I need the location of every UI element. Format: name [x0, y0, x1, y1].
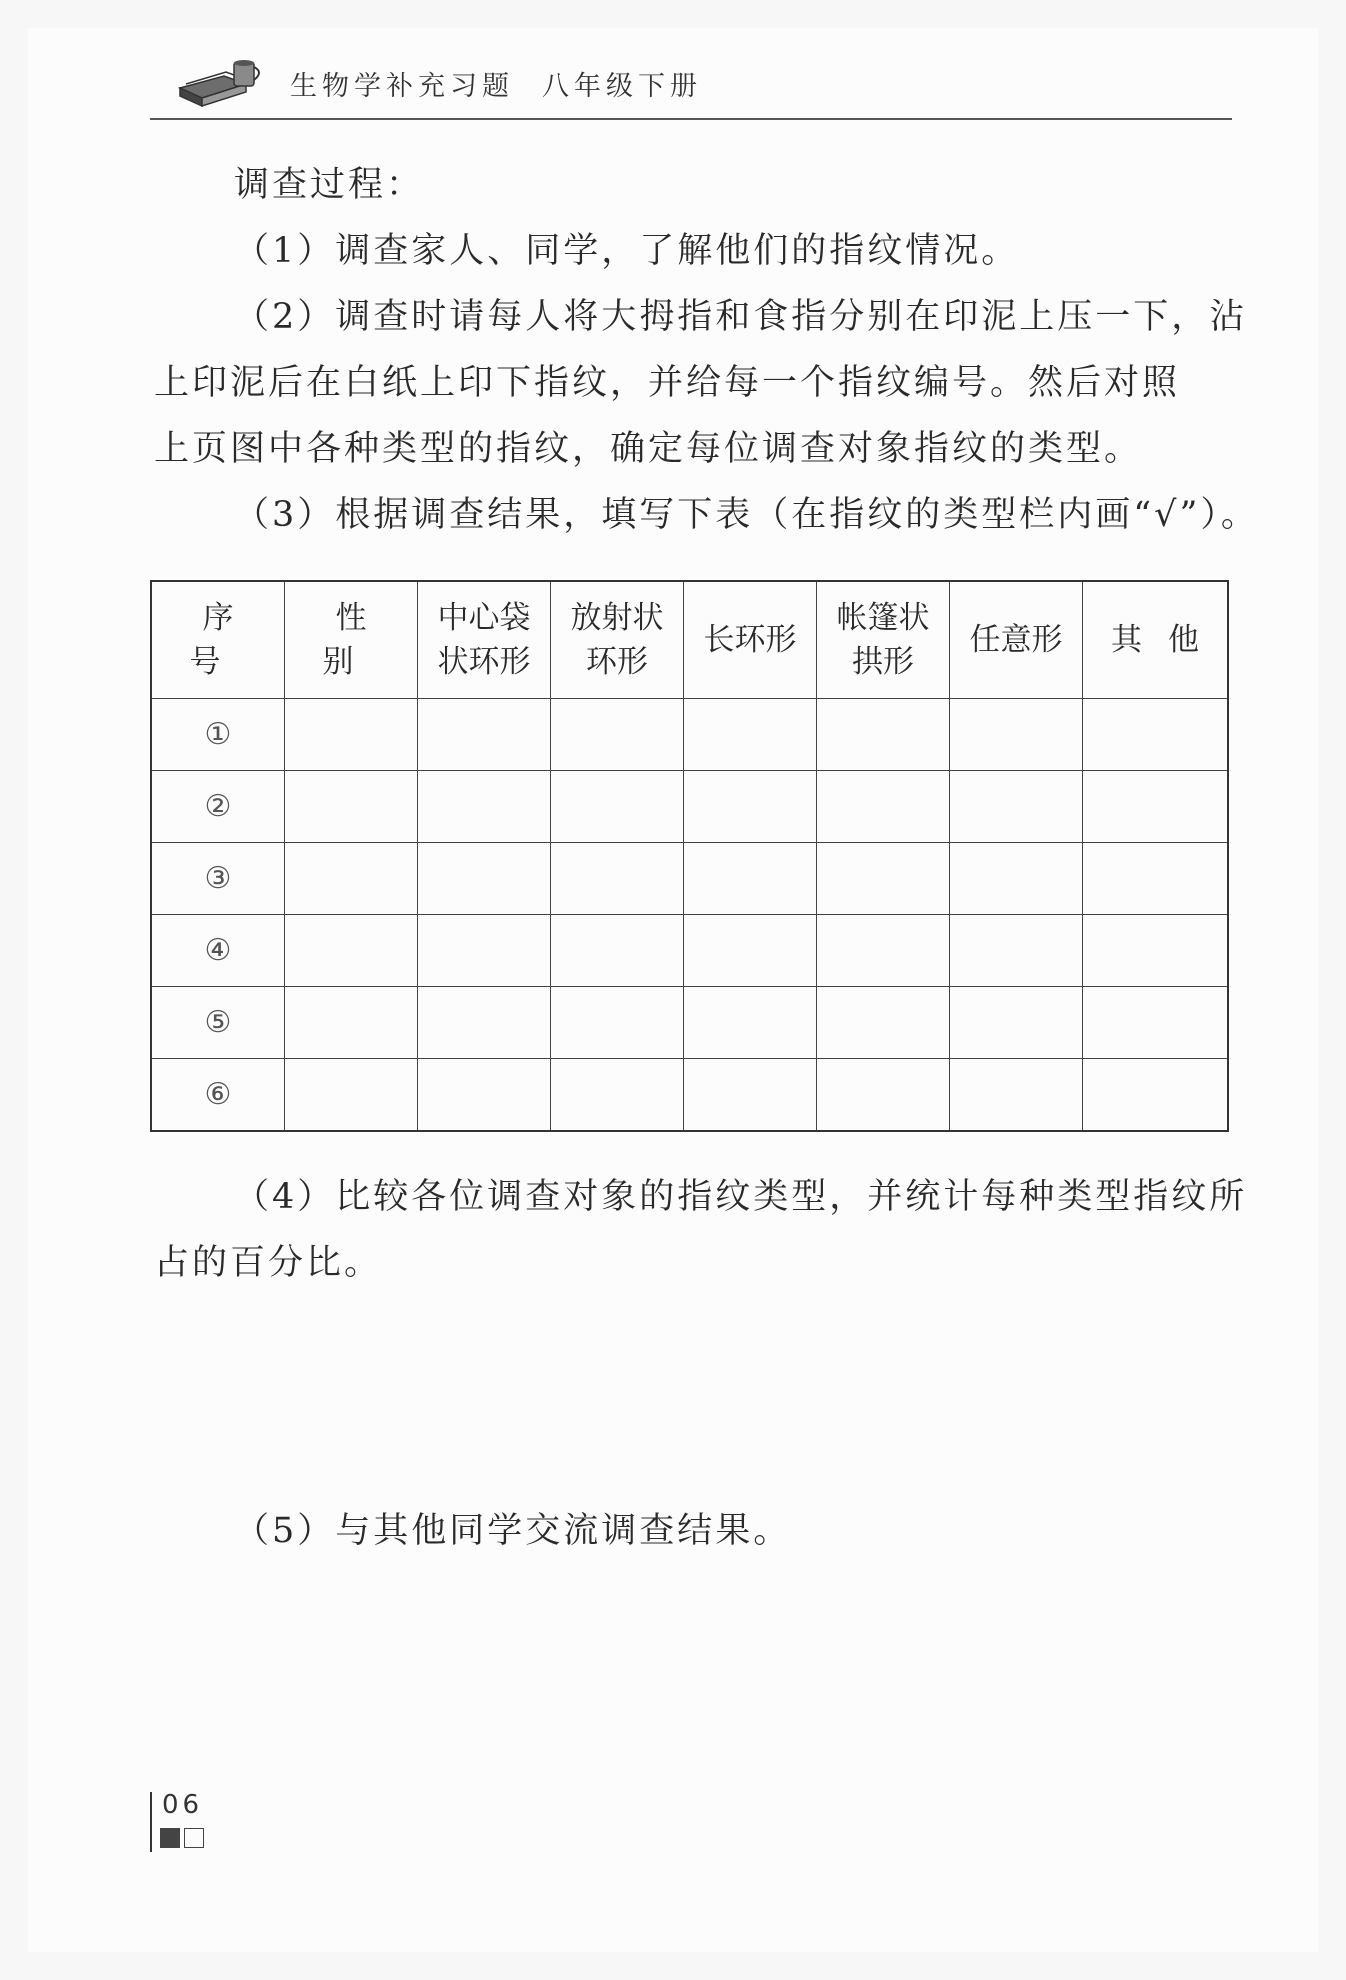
step-2-line-1: （2）调查时请每人将大拇指和食指分别在印泥上压一下，沾: [234, 297, 1248, 337]
col-header-arbitrary: 任意形: [950, 581, 1083, 699]
blank-cell[interactable]: [418, 699, 551, 771]
table-header-row: [151, 581, 1228, 699]
blank-cell[interactable]: [418, 771, 551, 843]
table-row: [151, 915, 1228, 987]
row-number: ①: [151, 699, 285, 771]
grade-label: 八年级下册: [542, 71, 702, 102]
header-title: [290, 64, 702, 103]
blank-cell[interactable]: [418, 915, 551, 987]
book-title: 生物学补充习题: [290, 71, 514, 102]
col-header-number: 序号: [151, 581, 285, 699]
blank-cell[interactable]: [950, 987, 1083, 1059]
page-number: 06: [162, 1790, 204, 1820]
blank-cell[interactable]: [418, 1059, 551, 1132]
col-header-tented-arch: 帐篷状拱形: [817, 581, 950, 699]
blank-cell[interactable]: [684, 915, 817, 987]
col-header-radial-loop: 放射状环形: [551, 581, 684, 699]
empty-square-icon: [184, 1828, 204, 1848]
blank-cell[interactable]: [1083, 699, 1229, 771]
step-5: （5）与其他同学交流调查结果。: [234, 1511, 792, 1551]
blank-cell[interactable]: [684, 699, 817, 771]
col-header-other: 其他: [1083, 581, 1229, 699]
blank-cell[interactable]: [551, 699, 684, 771]
blank-cell[interactable]: [950, 771, 1083, 843]
blank-cell[interactable]: [551, 843, 684, 915]
row-number: ③: [151, 843, 285, 915]
blank-cell[interactable]: [551, 987, 684, 1059]
blank-cell[interactable]: [684, 987, 817, 1059]
row-number: ②: [151, 771, 285, 843]
blank-cell[interactable]: [684, 843, 817, 915]
blank-cell[interactable]: [1083, 915, 1229, 987]
blank-cell[interactable]: [551, 771, 684, 843]
blank-cell[interactable]: [817, 843, 950, 915]
row-number: ⑤: [151, 987, 285, 1059]
blank-cell[interactable]: [817, 699, 950, 771]
row-number: ⑥: [151, 1059, 285, 1132]
blank-cell[interactable]: [950, 915, 1083, 987]
blank-cell[interactable]: [418, 843, 551, 915]
blank-cell[interactable]: [285, 915, 418, 987]
blank-cell[interactable]: [285, 987, 418, 1059]
blank-cell[interactable]: [950, 699, 1083, 771]
table-row: [151, 699, 1228, 771]
books-and-cup-icon: [176, 54, 266, 110]
table-row: [151, 987, 1228, 1059]
blank-cell[interactable]: [817, 987, 950, 1059]
blank-cell[interactable]: [817, 771, 950, 843]
blank-cell[interactable]: [950, 1059, 1083, 1132]
page-header: [150, 46, 1232, 120]
col-header-gender: 性别: [285, 581, 418, 699]
row-number: ④: [151, 915, 285, 987]
col-header-central-pocket-loop: 中心袋状环形: [418, 581, 551, 699]
step-4-line-1: （4）比较各位调查对象的指纹类型，并统计每种类型指纹所: [234, 1177, 1248, 1217]
col-header-long-loop: 长环形: [684, 581, 817, 699]
blank-cell[interactable]: [285, 1059, 418, 1132]
filled-square-icon: [160, 1828, 180, 1848]
blank-cell[interactable]: [551, 915, 684, 987]
blank-cell[interactable]: [950, 843, 1083, 915]
blank-cell[interactable]: [285, 699, 418, 771]
blank-cell[interactable]: [1083, 987, 1229, 1059]
blank-cell[interactable]: [1083, 843, 1229, 915]
blank-cell[interactable]: [285, 843, 418, 915]
step-1: （1）调查家人、同学，了解他们的指纹情况。: [234, 231, 1020, 271]
blank-cell[interactable]: [285, 771, 418, 843]
table-row: [151, 771, 1228, 843]
section-heading: 调查过程：: [234, 165, 425, 205]
blank-cell[interactable]: [418, 987, 551, 1059]
blank-cell[interactable]: [684, 1059, 817, 1132]
fingerprint-table: [150, 580, 1229, 1132]
footer-divider: [150, 1792, 152, 1852]
step-3: （3）根据调查结果，填写下表（在指纹的类型栏内画“√”）。: [234, 495, 1259, 535]
blank-cell[interactable]: [684, 771, 817, 843]
blank-cell[interactable]: [1083, 1059, 1229, 1132]
blank-cell[interactable]: [1083, 771, 1229, 843]
blank-cell[interactable]: [551, 1059, 684, 1132]
step-4-line-2: 占的百分比。: [154, 1243, 383, 1283]
step-2-line-3: 上页图中各种类型的指纹，确定每位调查对象指纹的类型。: [154, 429, 1143, 469]
table-row: [151, 843, 1228, 915]
blank-cell[interactable]: [817, 1059, 950, 1132]
blank-cell[interactable]: [817, 915, 950, 987]
table-row: [151, 1059, 1228, 1132]
step-2-line-2: 上印泥后在白纸上印下指纹，并给每一个指纹编号。然后对照: [154, 363, 1181, 403]
